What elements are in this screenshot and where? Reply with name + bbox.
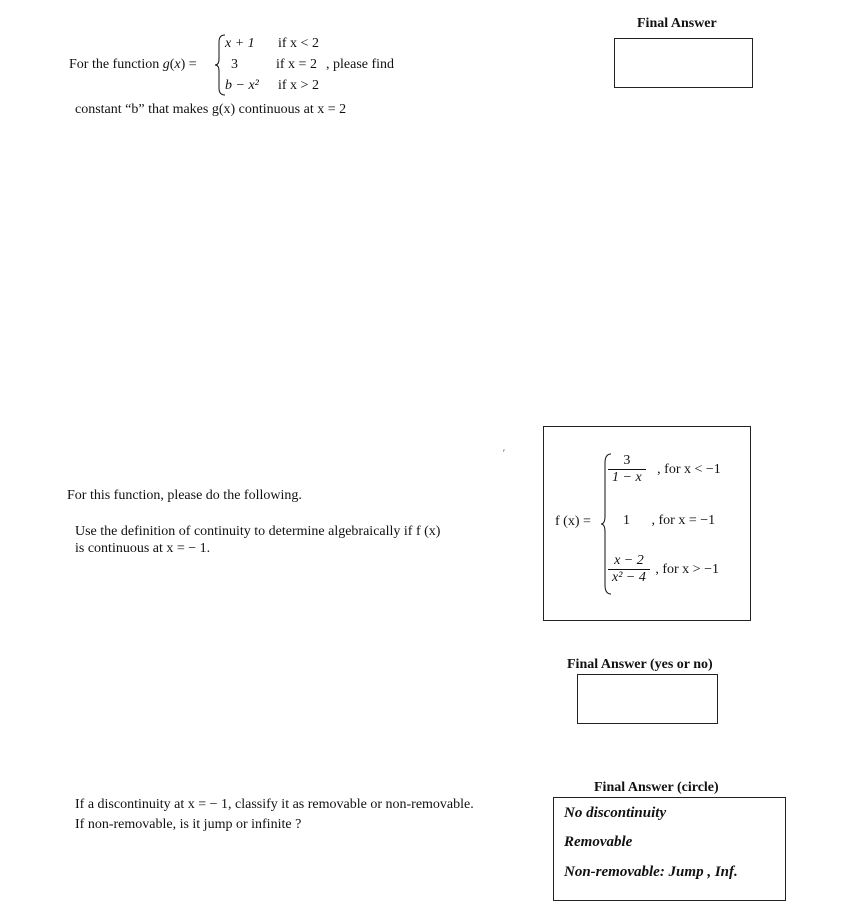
- q3-choices-box: [553, 797, 786, 901]
- q1-line2: constant “b” that makes g(x) continuous at x = 2: [75, 102, 347, 117]
- q2-case3-condition: , for x > −1: [655, 561, 719, 577]
- q2-case2-value: 1: [623, 513, 630, 528]
- q2-case3-denominator: x² − 4: [608, 569, 650, 586]
- choice-removable[interactable]: Removable: [564, 834, 633, 850]
- q2-case1-numerator: 3: [623, 453, 631, 468]
- q1-function-statement: For the function g(x) =: [69, 57, 197, 72]
- q1-after-text: , please find: [326, 57, 395, 72]
- q1-variable: x: [174, 57, 181, 72]
- q2-case3: [608, 553, 719, 586]
- q1-case2-cond: if x = 2: [276, 57, 317, 72]
- q2-case3-numerator: x − 2: [614, 553, 644, 568]
- choice-no-discontinuity[interactable]: No discontinuity: [564, 805, 667, 821]
- q2-function-label: f (x) =: [555, 514, 591, 529]
- q1-equals: =: [185, 57, 197, 72]
- q1-lead-text: For the function: [69, 57, 163, 72]
- q3-prompt-line2: If non-removable, is it jump or infinite ?: [75, 817, 302, 832]
- q1-case1-expr: x + 1: [225, 36, 255, 51]
- q2-case1-condition: , for x < −1: [657, 461, 721, 477]
- q2-case2: [623, 513, 715, 529]
- q2-final-answer-title: Final Answer (yes or no): [567, 657, 713, 672]
- q2-case1-denominator: 1 − x: [608, 469, 646, 486]
- q1-answer-box[interactable]: [614, 38, 753, 88]
- q3-prompt-line1: If a discontinuity at x = − 1, classify it as removable or non-removable.: [75, 797, 474, 812]
- q2-answer-box[interactable]: [577, 674, 718, 724]
- q1-case3-cond: if x > 2: [278, 78, 319, 93]
- q2-case3-fraction: [608, 553, 650, 586]
- q2-case1-fraction: [608, 453, 646, 486]
- q1-case2-expr: 3: [231, 57, 238, 72]
- q1-function-name: g: [162, 57, 170, 72]
- q2-tick-mark: ′: [503, 448, 505, 458]
- choice-non-removable[interactable]: Non-removable: Jump , Inf.: [564, 864, 738, 880]
- q1-final-answer-title: Final Answer: [637, 16, 717, 31]
- q2-prompt-line1: For this function, please do the following.: [67, 488, 302, 503]
- q1-case3-expr: b − x²: [225, 78, 259, 93]
- q3-final-answer-title: Final Answer (circle): [594, 780, 719, 795]
- q2-prompt-line2: Use the definition of continuity to determine algebraically if f (x): [75, 524, 441, 539]
- q2-case1: [608, 453, 721, 486]
- q2-prompt-line3: is continuous at x = − 1.: [75, 541, 211, 556]
- q2-function-box: [543, 426, 751, 621]
- q1-case1-cond: if x < 2: [278, 36, 319, 51]
- q2-case2-condition: , for x = −1: [651, 513, 716, 528]
